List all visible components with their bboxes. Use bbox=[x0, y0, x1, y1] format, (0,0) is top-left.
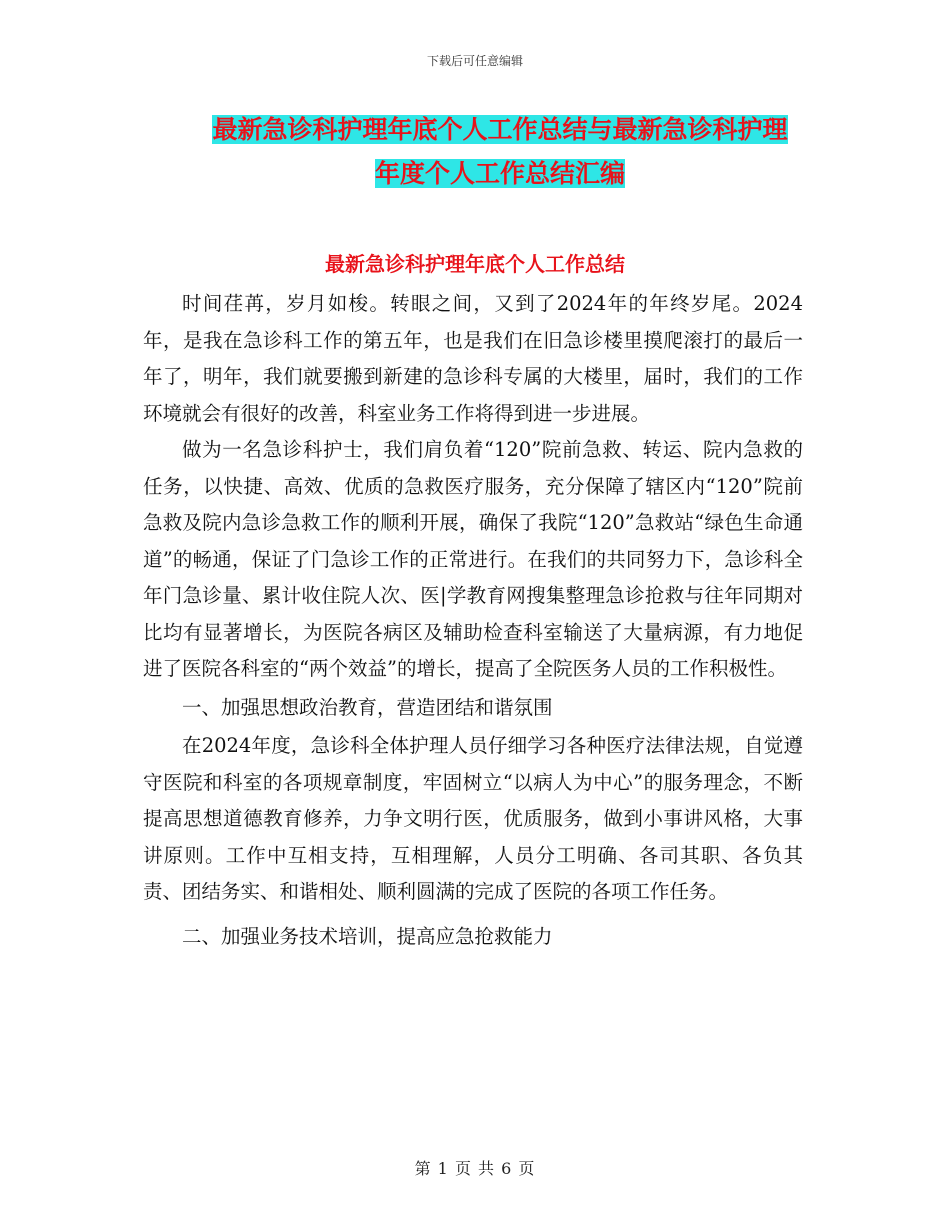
section-title: 最新急诊科护理年底个人工作总结 bbox=[325, 252, 625, 276]
document-title-line-2: 年度个人工作总结汇编 bbox=[374, 159, 625, 188]
document-title bbox=[190, 108, 810, 196]
heading-technical-training: 二、加强业务技术培训，提高应急抢救能力 bbox=[182, 924, 553, 948]
paragraph-political-education: 在2024年度，急诊科全体护理人员仔细学习各种医疗法律法规，自觉遵守医院和科室的各项规章制度，牢固树立“以病人为中心”的服务理念，不断提高思想道德教育修养，力争文明行医，优质服务，做到小事讲风格，大事讲原则。工作中互相支持，互相理解，人员分工明确、各司其职、各负其责、团结务实、和谐相处、顺利圆满的完成了医院的各项工作任务。 bbox=[143, 734, 803, 903]
heading-political-education: 一、加强思想政治教育，营造团结和谐氛围 bbox=[182, 695, 553, 719]
paragraph-intro: 时间荏苒，岁月如梭。转眼之间，又到了2024年的年终岁尾。2024年，是我在急诊科工作的第五年，也是我们在旧急诊楼里摸爬滚打的最后一年了，明年，我们就要搬到新建的急诊科专属的大楼里，届时，我们的工作环境就会有很好的改善，科室业务工作将得到进一步进展。 bbox=[143, 292, 803, 425]
page-footer: 第 1 页 共 6 页 bbox=[414, 1159, 536, 1178]
paragraph-duties: 做为一名急诊科护士，我们肩负着“120”院前急救、转运、院内急救的任务，以快捷、高效、优质的急救医疗服务，充分保障了辖区内“120”院前急救及院内急诊急救工作的顺利开展，确保了我院“120”急救站“绿色生命通道”的畅通，保证了门急诊工作的正常进行。在我们的共同努力下，急诊科全年门急诊量、累计收住院人次、医|学教育网搜集整理急诊抢救与往年同期对比均有显著增长，为医院各病区及辅助检查科室输送了大量病源，有力地促进了医院各科室的“两个效益”的增长，提高了全院医务人员的工作积极性。 bbox=[143, 438, 803, 680]
header-note: 下载后可任意编辑 bbox=[426, 54, 523, 68]
document-title-line-1: 最新急诊科护理年底个人工作总结与最新急诊科护理 bbox=[212, 115, 788, 144]
document-body bbox=[143, 286, 803, 955]
